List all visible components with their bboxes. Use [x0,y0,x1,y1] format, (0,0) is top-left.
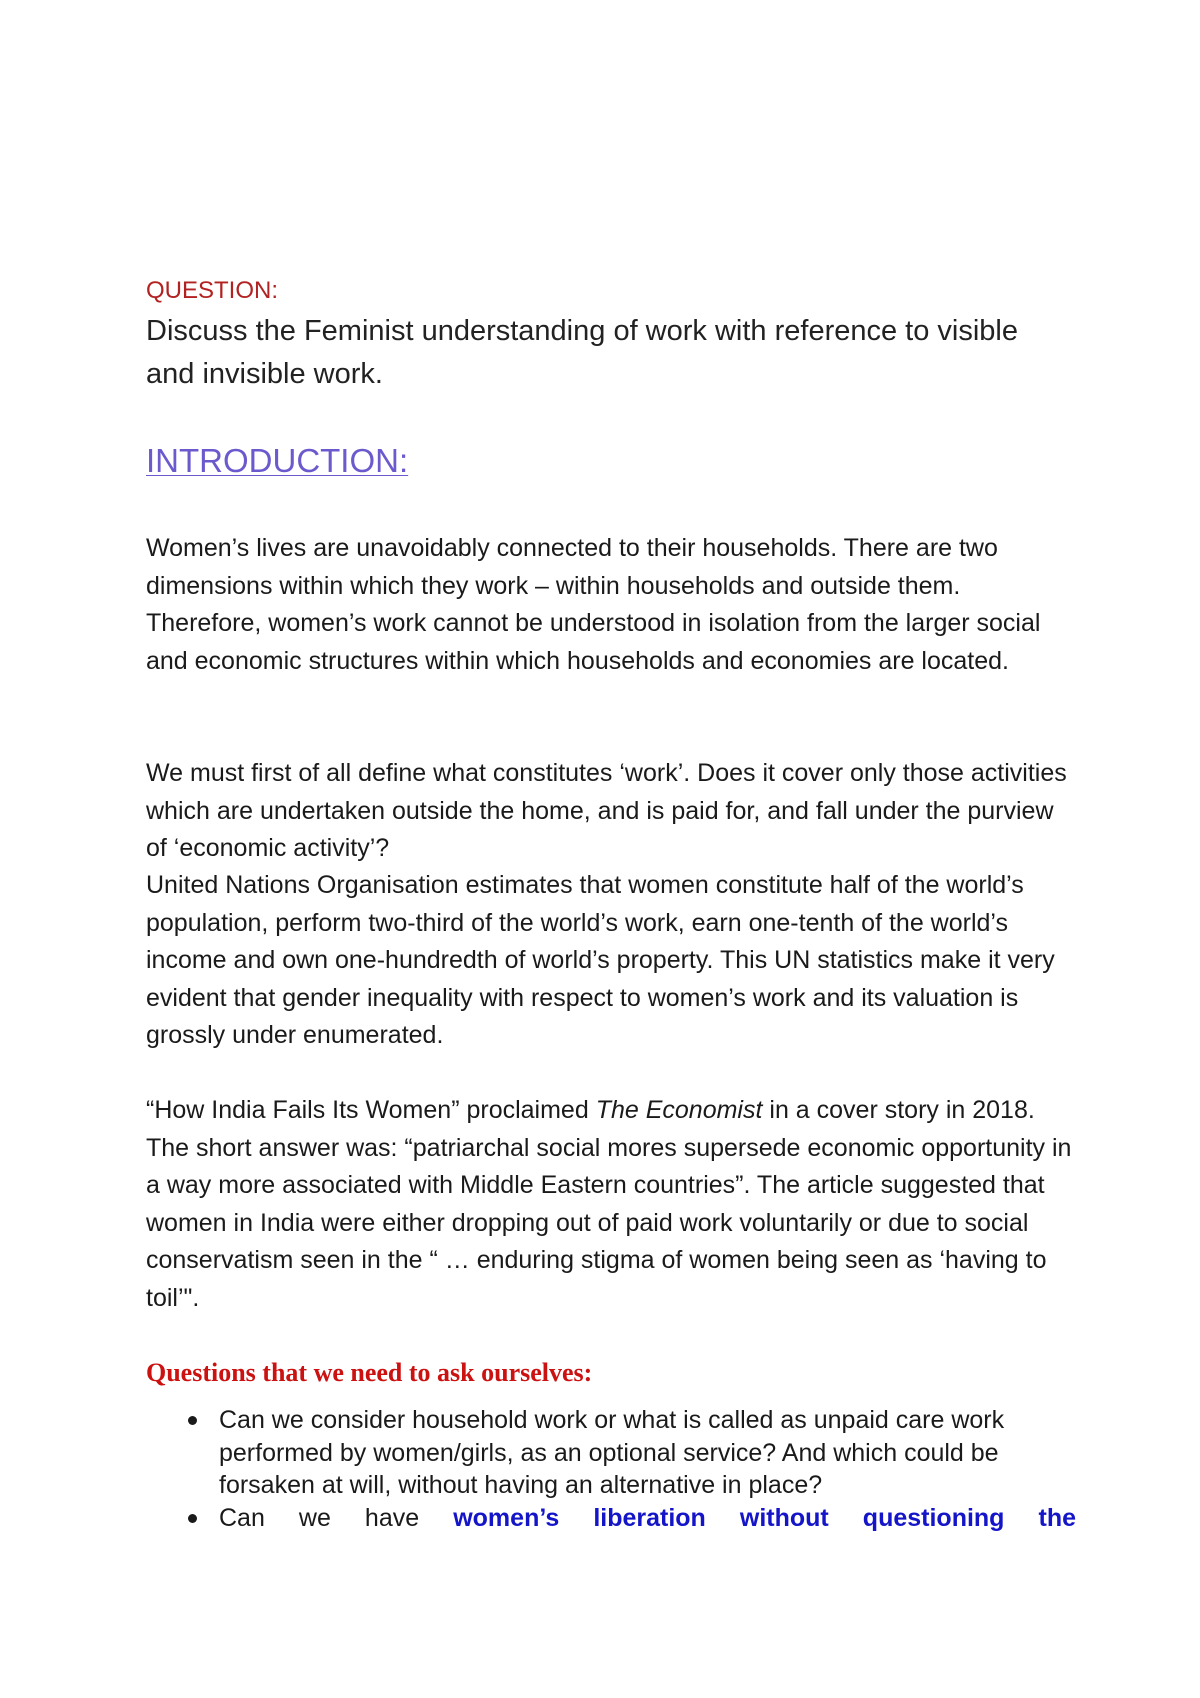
question-label: QUESTION: [146,277,279,304]
bullet-text-emphasis: women’s liberation without questioning the [453,1503,1077,1532]
intro-paragraph-4 [146,1092,1076,1318]
p4-text-start: “How India Fails Its Women” proclaimed [146,1096,596,1124]
bullet-text [219,1502,1076,1535]
intro-paragraph-1: Women’s lives are unavoidably connected to their households. There are two dimensions within which they work – within households and outside them. Therefore, women’s work cannot be understood in isolation from the larger social and economic structures within which households and economies are located. [146,534,1041,675]
bullet-text-plain: Can we have [219,1503,454,1532]
question-text: Discuss the Feminist understanding of work with reference to visible and invisible work. [146,315,1018,390]
publication-title: The Economist [595,1096,763,1124]
introduction-heading: INTRODUCTION: [146,442,409,479]
p4-text-end: in a cover story in 2018. The short answer was: “patriarchal social mores supersede economic opportunity in a way more associated with Middle Eastern countries”. The article suggested that women in India were either dropping out of paid work voluntarily or due to social conservatism seen in the “ … enduring stigma of women being seen as ‘having to toil’". [146,1096,1072,1312]
list-item [146,1404,1076,1502]
intro-paragraph-2: We must first of all define what constitutes ‘work’. Does it cover only those activities which are undertaken outside the home, and is paid for, and fall under the purview of ‘economic activity’? [146,759,1067,863]
bullet-icon [188,1514,197,1523]
questions-list [146,1404,1076,1534]
bullet-text: Can we consider household work or what is called as unpaid care work performed by women/girls, as an optional service? And which could be forsaken at will, without having an alternative in place? [219,1406,1005,1499]
questions-heading: Questions that we need to ask ourselves: [146,1358,593,1387]
list-item [146,1502,1076,1535]
bullet-icon [188,1416,197,1425]
intro-paragraph-3: United Nations Organisation estimates that women constitute half of the world’s population, perform two-third of the world’s work, earn one-tenth of the world’s income and own one-hundredth of world’s property. This UN statistics make it very evident that gender inequality with respect to women’s work and its valuation is grossly under enumerated. [146,871,1055,1050]
